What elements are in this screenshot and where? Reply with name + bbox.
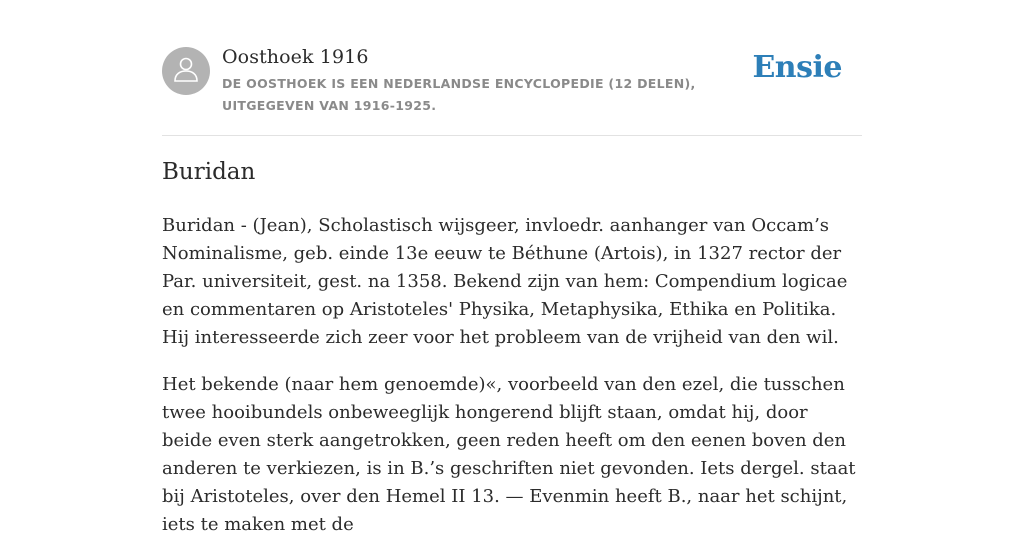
article-paragraph: Het bekende (naar hem genoemde)«, voorbeeld van den ezel, die tusschen twee hooibundels onbeweeglijk hongerend blijft staan, omdat hij, door beide even sterk aangetrokken, geen reden heeft om den eenen boven den anderen te verkiezen, is in B.’s geschriften niet gevonden. Iets dergel. staat bij Aristoteles, over den Hemel II 13. — Evenmin heeft B., naar het schijnt, iets te maken met de <box>162 374 856 535</box>
ensie-logo-link[interactable]: Ensie <box>752 50 842 85</box>
user-icon <box>171 54 201 88</box>
source-header <box>162 0 862 136</box>
source-description: DE OOSTHOEK IS EEN NEDERLANDSE ENCYCLOPEDIE (12 DELEN), UITGEGEVEN VAN 1916-1925. <box>222 76 696 113</box>
page-container <box>162 0 862 535</box>
article-title: Buridan <box>162 159 256 185</box>
source-avatar[interactable] <box>162 47 210 95</box>
article-paragraph: Buridan - (Jean), Scholastisch wijsgeer, invloedr. aanhanger van Occam’s Nominalisme, geb. einde 13e eeuw te Béthune (Artois), in 1327 rector der Par. universiteit, gest. na 1358. Bekend zijn van hem: Compendium logicae en commentaren op Aristoteles' Physika, Metaphysika, Ethika en Politika. Hij interesseerde zich zeer voor het probleem van de vrijheid van den wil. <box>162 215 848 348</box>
article-body <box>162 212 862 558</box>
source-title[interactable]: Oosthoek 1916 <box>222 46 369 68</box>
